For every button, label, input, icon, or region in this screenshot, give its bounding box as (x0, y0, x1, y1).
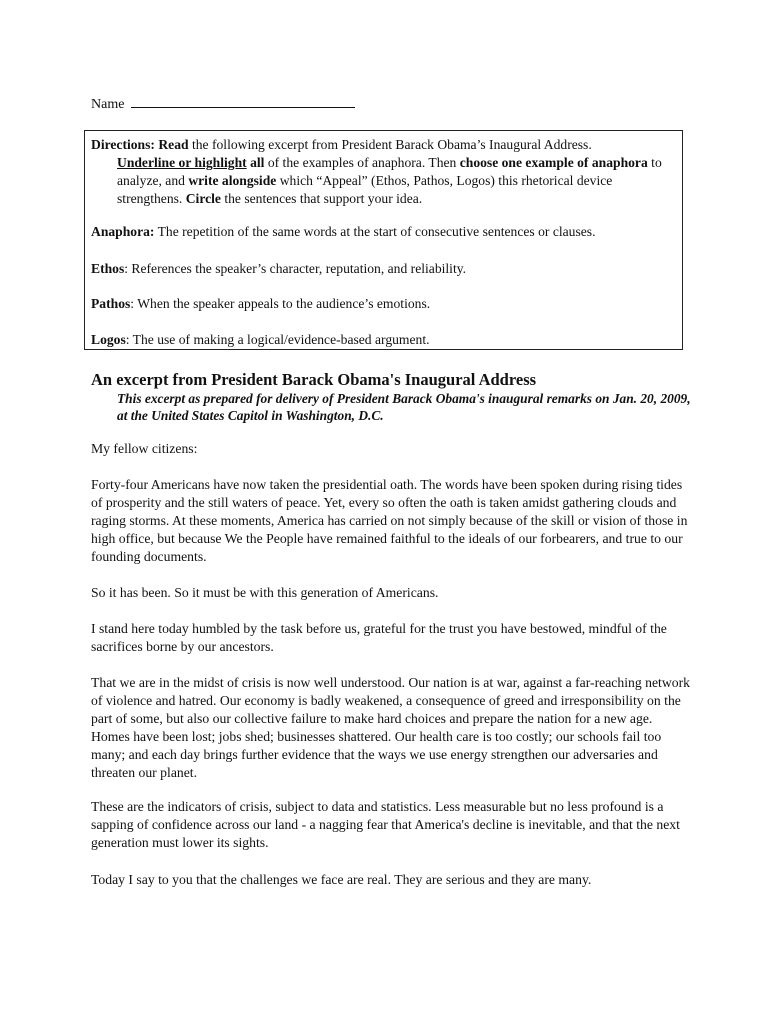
directions-line2: of the examples of anaphora. Then (264, 155, 460, 170)
speech-paragraph: So it has been. So it must be with this generation of Americans. (91, 585, 439, 600)
directions-line4-rest: the sentences that support your idea. (220, 191, 423, 206)
underline-label: Underline or highlight (117, 155, 247, 170)
speech-paragraph: These are the indicators of crisis, subject to data and statistics. Less measurable but no less profound is a sapping of confidence across our land - a nagging fear that America's decline is inevitable, and that the next generation must lower its sights. (91, 799, 680, 850)
anaphora-text: The repetition of the same words at the start of consecutive sentences or clauses. (154, 224, 596, 239)
directions-line3-rest: which “Appeal” (Ethos, Pathos, Logos) this rhetorical device strengthens. (117, 173, 613, 206)
circle-label: Circle (185, 191, 221, 206)
excerpt-title: An excerpt from President Barack Obama's Inaugural Address (91, 370, 537, 389)
name-field (91, 94, 355, 113)
choose-label: choose one example of anaphora (459, 155, 648, 170)
speech-paragraph: Today I say to you that the challenges we face are real. They are serious and they are many. (91, 872, 592, 887)
name-blank-line[interactable] (131, 94, 355, 108)
all-label: all (250, 155, 265, 170)
directions-line3: to analyze, and (117, 155, 662, 188)
directions-label: Directions: (91, 137, 155, 152)
ethos-text: : References the speaker’s character, reputation, and reliability. (124, 261, 467, 276)
speech-paragraph: Forty-four Americans have now taken the presidential oath. The words have been spoken during rising tides of prosperity and the still waters of peace. Yet, every so often the oath is taken amidst gathering clouds and raging storms. At these moments, America has carried on not simply because of the skill or vision of those in high office, but because We the People have remained faithful to the ideals of our forbearers, and true to our founding documents. (91, 477, 688, 564)
directions-paragraph (91, 136, 676, 154)
definition-pathos (91, 295, 430, 313)
directions-line1: the following excerpt from President Barack Obama’s Inaugural Address. (188, 137, 592, 152)
directions-box (84, 130, 683, 350)
name-label: Name (91, 97, 125, 112)
read-label: Read (158, 137, 189, 152)
pathos-text: : When the speaker appeals to the audience’s emotions. (130, 296, 431, 311)
speech-paragraph: That we are in the midst of crisis is now well understood. Our nation is at war, against a far-reaching network of violence and hatred. Our economy is badly weakened, a consequence of greed and irresponsibility on the part of some, but also our collective failure to make hard choices and prepare the nation for a new age. Homes have been lost; jobs shed; businesses shattered. Our health care is too costly; our schools fail too many; and each day brings further evidence that the ways we use energy strengthen our adversaries and threaten our planet. (91, 675, 690, 780)
write-label: write alongside (188, 173, 277, 188)
definition-ethos (91, 260, 466, 278)
excerpt-subtitle: This excerpt as prepared for delivery of President Barack Obama's inaugural remarks on Jan. 20, 2009, at the United States Capitol in Washington, D.C. (117, 391, 691, 423)
logos-text: : The use of making a logical/evidence-based argument. (125, 332, 430, 347)
definition-logos (91, 331, 430, 349)
directions-paragraph-indented (91, 154, 676, 208)
speech-paragraph: I stand here today humbled by the task before us, grateful for the trust you have bestowed, mindful of the sacrifices borne by our ancestors. (91, 621, 667, 654)
ethos-term: Ethos (91, 261, 125, 276)
logos-term: Logos (91, 332, 126, 347)
speech-paragraph: My fellow citizens: (91, 441, 198, 456)
anaphora-term: Anaphora: (91, 224, 155, 239)
pathos-term: Pathos (91, 296, 131, 311)
definition-anaphora (91, 223, 595, 241)
